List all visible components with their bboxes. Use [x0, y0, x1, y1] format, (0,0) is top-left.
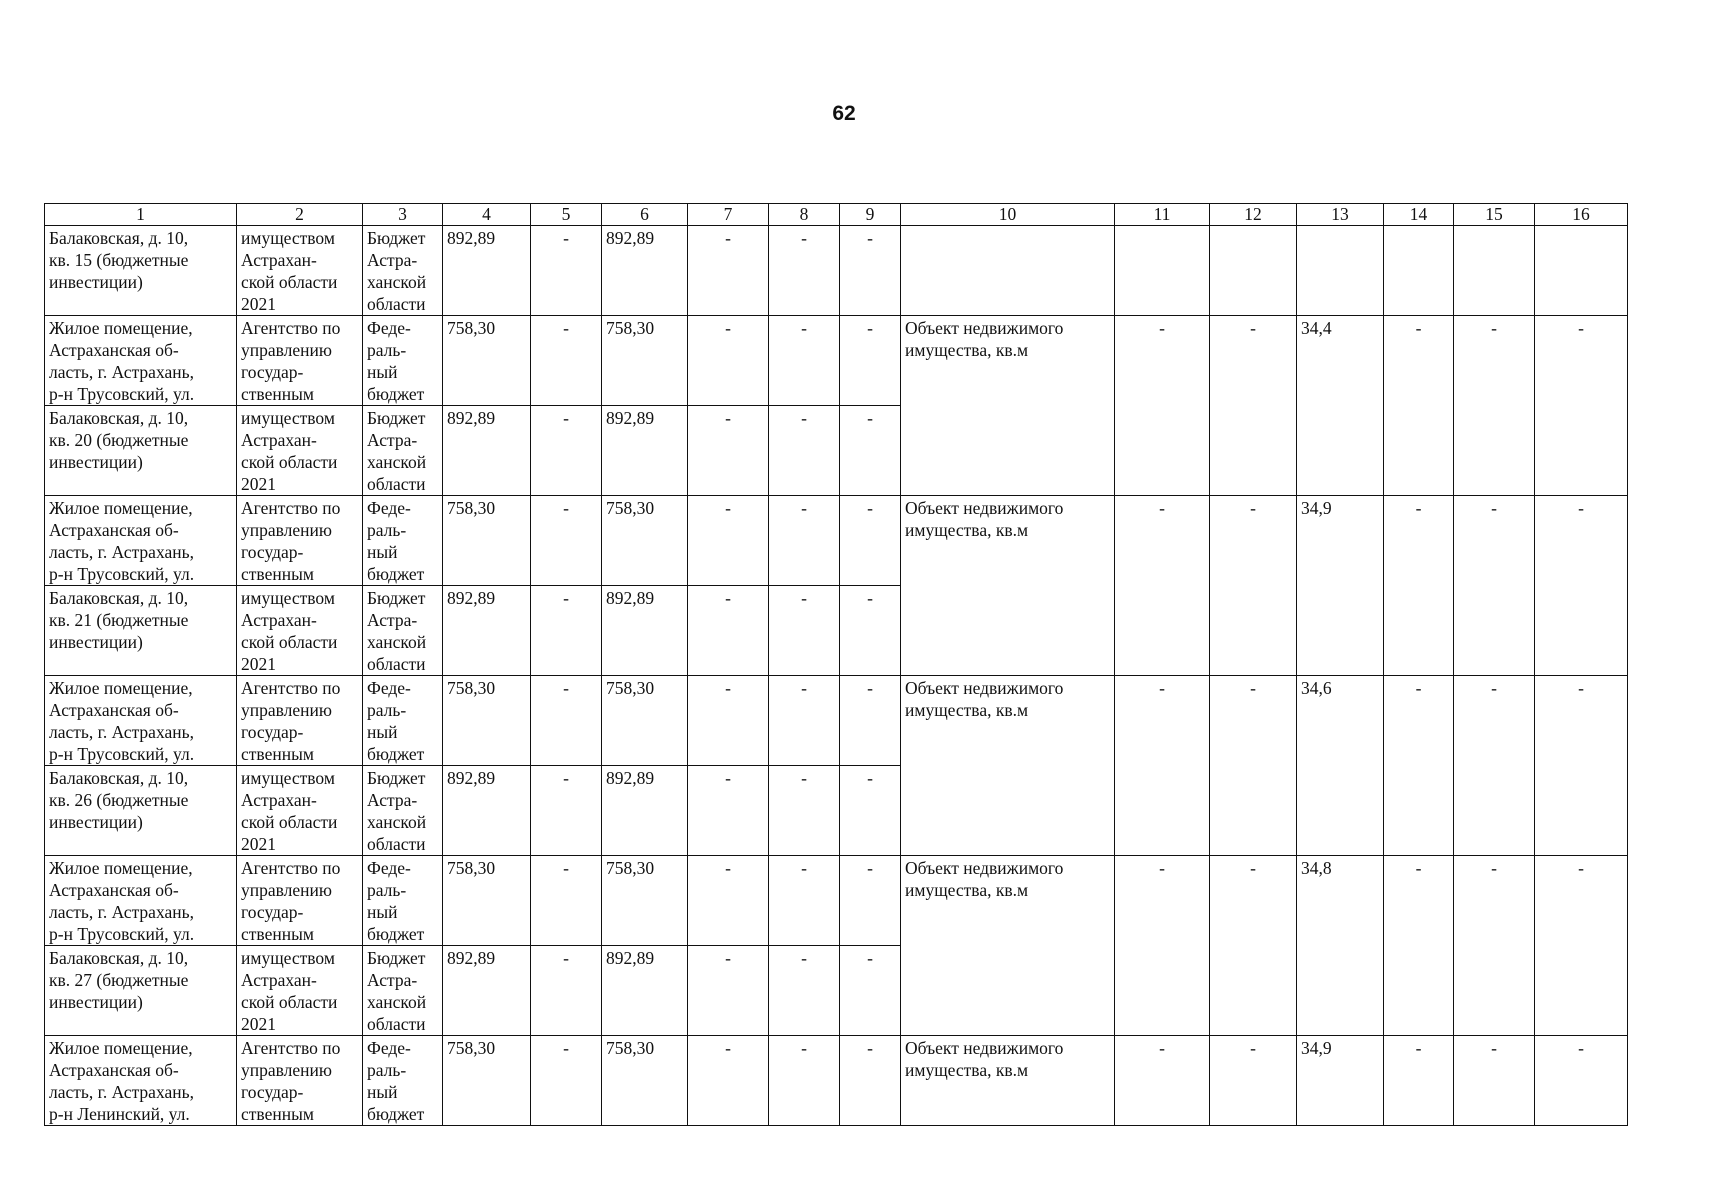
cell-col7: - [688, 226, 769, 316]
cell-indicator [901, 226, 1115, 316]
cell-col12: - [1210, 856, 1297, 1036]
cell-col9: - [840, 496, 901, 586]
cell-col12 [1210, 226, 1297, 316]
cell-indicator: Объект недвижимого имущества, кв.м [901, 496, 1115, 676]
cell-budget: Феде- раль- ный бюджет [363, 1036, 443, 1126]
cell-col7: - [688, 406, 769, 496]
cell-agency: имуществом Астрахан- ской области 2021 [237, 946, 363, 1036]
cell-col6: 892,89 [602, 226, 688, 316]
cell-col11: - [1115, 856, 1210, 1036]
cell-budget: Феде- раль- ный бюджет [363, 856, 443, 946]
cell-object: Жилое помещение, Астраханская об- ласть, г. Астрахань, р-н Трусовский, ул. [45, 676, 237, 766]
cell-col13: 34,8 [1297, 856, 1384, 1036]
cell-col14: - [1384, 316, 1454, 496]
cell-col8: - [769, 856, 840, 946]
cell-col5: - [531, 496, 602, 586]
data-table [44, 203, 1628, 1126]
cell-col5: - [531, 946, 602, 1036]
cell-col7: - [688, 496, 769, 586]
cell-col4: 892,89 [443, 226, 531, 316]
cell-agency: Агентство по управлению государ- ственным [237, 856, 363, 946]
cell-col11: - [1115, 1036, 1210, 1126]
cell-col9: - [840, 586, 901, 676]
cell-col12: - [1210, 1036, 1297, 1126]
cell-object: Жилое помещение, Астраханская об- ласть, г. Астрахань, р-н Ленинский, ул. [45, 1036, 237, 1126]
col-header-4: 4 [443, 204, 531, 226]
col-header-10: 10 [901, 204, 1115, 226]
cell-col16: - [1535, 856, 1628, 1036]
cell-col9: - [840, 1036, 901, 1126]
cell-col13 [1297, 226, 1384, 316]
cell-col15: - [1454, 316, 1535, 496]
cell-budget: Феде- раль- ный бюджет [363, 316, 443, 406]
col-header-12: 12 [1210, 204, 1297, 226]
cell-col4: 892,89 [443, 406, 531, 496]
cell-col9: - [840, 406, 901, 496]
cell-col7: - [688, 316, 769, 406]
cell-agency: Агентство по управлению государ- ственным [237, 316, 363, 406]
col-header-2: 2 [237, 204, 363, 226]
cell-col8: - [769, 406, 840, 496]
cell-indicator: Объект недвижимого имущества, кв.м [901, 316, 1115, 496]
cell-col4: 892,89 [443, 586, 531, 676]
cell-object: Жилое помещение, Астраханская об- ласть, г. Астрахань, р-н Трусовский, ул. [45, 496, 237, 586]
cell-budget: Феде- раль- ный бюджет [363, 676, 443, 766]
header-row [45, 204, 1628, 226]
cell-agency: имуществом Астрахан- ской области 2021 [237, 226, 363, 316]
cell-col8: - [769, 766, 840, 856]
cell-col7: - [688, 676, 769, 766]
table-row [45, 1036, 1628, 1126]
cell-col6: 758,30 [602, 316, 688, 406]
cell-col15: - [1454, 496, 1535, 676]
cell-col6: 758,30 [602, 676, 688, 766]
table-row [45, 856, 1628, 946]
col-header-16: 16 [1535, 204, 1628, 226]
col-header-1: 1 [45, 204, 237, 226]
cell-col9: - [840, 946, 901, 1036]
table-row [45, 226, 1628, 316]
cell-object: Балаковская, д. 10, кв. 21 (бюджетные инвестиции) [45, 586, 237, 676]
cell-col6: 758,30 [602, 496, 688, 586]
cell-object: Жилое помещение, Астраханская об- ласть, г. Астрахань, р-н Трусовский, ул. [45, 856, 237, 946]
cell-col14 [1384, 226, 1454, 316]
cell-col14: - [1384, 496, 1454, 676]
cell-col9: - [840, 316, 901, 406]
col-header-8: 8 [769, 204, 840, 226]
cell-budget: Феде- раль- ный бюджет [363, 496, 443, 586]
cell-col15: - [1454, 1036, 1535, 1126]
cell-col11 [1115, 226, 1210, 316]
cell-budget: Бюджет Астра- ханской области [363, 226, 443, 316]
col-header-9: 9 [840, 204, 901, 226]
cell-col9: - [840, 856, 901, 946]
cell-col8: - [769, 676, 840, 766]
cell-col12: - [1210, 316, 1297, 496]
cell-col16: - [1535, 316, 1628, 496]
cell-col15: - [1454, 856, 1535, 1036]
cell-col12: - [1210, 496, 1297, 676]
cell-col7: - [688, 946, 769, 1036]
table-row [45, 496, 1628, 586]
cell-col9: - [840, 226, 901, 316]
cell-col15 [1454, 226, 1535, 316]
cell-object: Жилое помещение, Астраханская об- ласть, г. Астрахань, р-н Трусовский, ул. [45, 316, 237, 406]
cell-budget: Бюджет Астра- ханской области [363, 586, 443, 676]
cell-col4: 892,89 [443, 766, 531, 856]
cell-col13: 34,4 [1297, 316, 1384, 496]
page-number: 62 [832, 102, 856, 125]
cell-col11: - [1115, 676, 1210, 856]
cell-col16: - [1535, 496, 1628, 676]
cell-agency: имуществом Астрахан- ской области 2021 [237, 766, 363, 856]
cell-object: Балаковская, д. 10, кв. 26 (бюджетные инвестиции) [45, 766, 237, 856]
cell-col6: 892,89 [602, 766, 688, 856]
cell-agency: Агентство по управлению государ- ственным [237, 1036, 363, 1126]
cell-indicator: Объект недвижимого имущества, кв.м [901, 1036, 1115, 1126]
cell-budget: Бюджет Астра- ханской области [363, 946, 443, 1036]
cell-col4: 758,30 [443, 316, 531, 406]
cell-agency: имуществом Астрахан- ской области 2021 [237, 586, 363, 676]
cell-col8: - [769, 496, 840, 586]
col-header-5: 5 [531, 204, 602, 226]
cell-col14: - [1384, 1036, 1454, 1126]
col-header-13: 13 [1297, 204, 1384, 226]
cell-col11: - [1115, 316, 1210, 496]
cell-col5: - [531, 856, 602, 946]
col-header-11: 11 [1115, 204, 1210, 226]
cell-col13: 34,9 [1297, 496, 1384, 676]
cell-col5: - [531, 1036, 602, 1126]
cell-col7: - [688, 1036, 769, 1126]
cell-col7: - [688, 856, 769, 946]
cell-col6: 892,89 [602, 946, 688, 1036]
cell-col16: - [1535, 676, 1628, 856]
cell-budget: Бюджет Астра- ханской области [363, 766, 443, 856]
cell-col14: - [1384, 856, 1454, 1036]
cell-col15: - [1454, 676, 1535, 856]
cell-col11: - [1115, 496, 1210, 676]
cell-col16: - [1535, 1036, 1628, 1126]
cell-col9: - [840, 766, 901, 856]
cell-col8: - [769, 1036, 840, 1126]
cell-col6: 758,30 [602, 1036, 688, 1126]
cell-col4: 758,30 [443, 856, 531, 946]
cell-col4: 758,30 [443, 1036, 531, 1126]
cell-col5: - [531, 316, 602, 406]
cell-object: Балаковская, д. 10, кв. 15 (бюджетные инвестиции) [45, 226, 237, 316]
cell-agency: Агентство по управлению государ- ственным [237, 676, 363, 766]
cell-col6: 758,30 [602, 856, 688, 946]
table-row [45, 676, 1628, 766]
cell-col5: - [531, 226, 602, 316]
cell-object: Балаковская, д. 10, кв. 20 (бюджетные инвестиции) [45, 406, 237, 496]
cell-col7: - [688, 766, 769, 856]
col-header-15: 15 [1454, 204, 1535, 226]
cell-col7: - [688, 586, 769, 676]
cell-col4: 758,30 [443, 496, 531, 586]
cell-col8: - [769, 586, 840, 676]
table-row [45, 316, 1628, 406]
col-header-3: 3 [363, 204, 443, 226]
cell-col13: 34,9 [1297, 1036, 1384, 1126]
col-header-14: 14 [1384, 204, 1454, 226]
cell-col12: - [1210, 676, 1297, 856]
col-header-6: 6 [602, 204, 688, 226]
cell-col8: - [769, 946, 840, 1036]
cell-col8: - [769, 226, 840, 316]
cell-col16 [1535, 226, 1628, 316]
cell-budget: Бюджет Астра- ханской области [363, 406, 443, 496]
cell-col5: - [531, 766, 602, 856]
cell-col4: 758,30 [443, 676, 531, 766]
cell-agency: Агентство по управлению государ- ственным [237, 496, 363, 586]
cell-col5: - [531, 676, 602, 766]
cell-indicator: Объект недвижимого имущества, кв.м [901, 856, 1115, 1036]
cell-indicator: Объект недвижимого имущества, кв.м [901, 676, 1115, 856]
cell-col6: 892,89 [602, 406, 688, 496]
cell-col5: - [531, 406, 602, 496]
cell-col8: - [769, 316, 840, 406]
cell-agency: имуществом Астрахан- ской области 2021 [237, 406, 363, 496]
cell-col14: - [1384, 676, 1454, 856]
cell-col4: 892,89 [443, 946, 531, 1036]
col-header-7: 7 [688, 204, 769, 226]
cell-col13: 34,6 [1297, 676, 1384, 856]
cell-object: Балаковская, д. 10, кв. 27 (бюджетные инвестиции) [45, 946, 237, 1036]
cell-col5: - [531, 586, 602, 676]
cell-col6: 892,89 [602, 586, 688, 676]
cell-col9: - [840, 676, 901, 766]
